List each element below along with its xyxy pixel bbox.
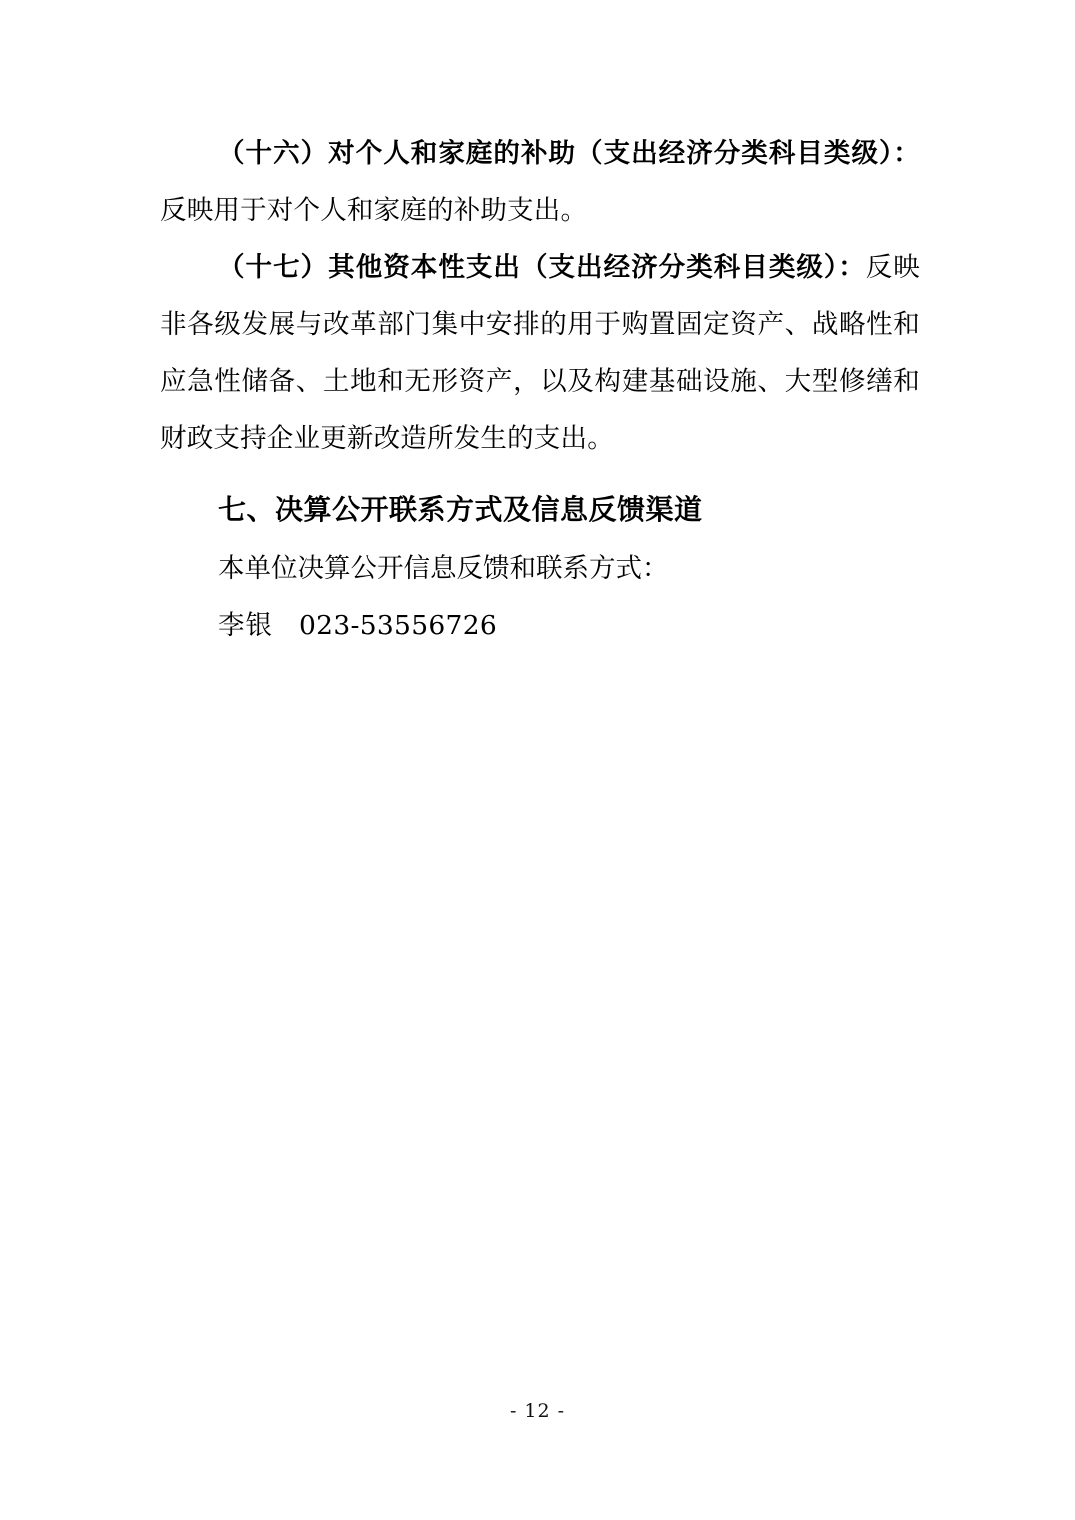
page-content — [160, 125, 920, 654]
contact-phone: 023-53556726 — [299, 610, 498, 641]
contact-name: 李银 — [218, 610, 273, 641]
paragraph-item-16 — [160, 125, 920, 239]
paragraph-item-16-lead: （十六）对个人和家庭的补助（支出经济分类科目类级）： — [218, 138, 920, 169]
paragraph-item-17-body: 反映非各级发展与改革部门集中安排的用于购置固定资产、战略性和应急性储备、土地和无形资产，以及构建基础设施、大型修缮和财政支持企业更新改造所发生的支出。 — [160, 252, 920, 454]
section-heading-seven: 七、决算公开联系方式及信息反馈渠道 — [218, 493, 703, 526]
section-intro-line: 本单位决算公开信息反馈和联系方式： — [218, 553, 669, 584]
paragraph-item-17-lead: （十七）其他资本性支出（支出经济分类科目类级）： — [218, 252, 866, 283]
contact-line — [160, 597, 920, 654]
page-number-footer: - 12 - — [509, 1400, 566, 1422]
paragraph-item-16-body: 反映用于对个人和家庭的补助支出。 — [160, 195, 588, 226]
paragraph-item-17 — [160, 239, 920, 467]
